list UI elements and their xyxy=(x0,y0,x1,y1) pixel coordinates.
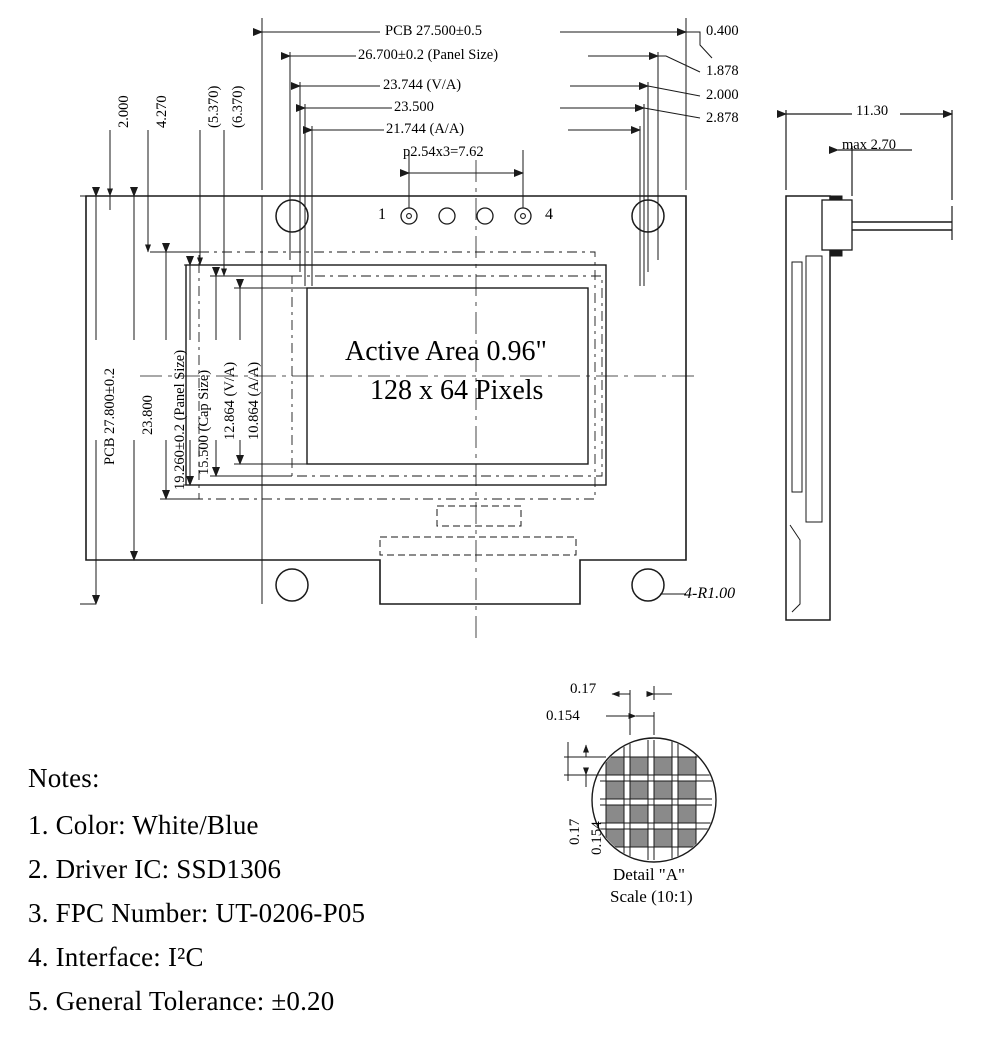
dim-left-4270: 4.270 xyxy=(154,95,170,128)
dim-aa-width: 21.744 (A/A) xyxy=(386,121,465,137)
note-item-3: 3. FPC Number: UT-0206-P05 xyxy=(28,898,366,928)
detail-dim-017-v: 0.17 xyxy=(567,818,583,845)
dim-right-2878: 2.878 xyxy=(706,110,739,126)
note-item-4: 4. Interface: I²C xyxy=(28,942,204,972)
notes-heading: Notes: xyxy=(28,763,100,793)
dim-left-5370: (5.370) xyxy=(206,85,222,128)
dim-right-2000: 2.000 xyxy=(706,87,739,103)
dim-panel-size-width: 26.700±0.2 (Panel Size) xyxy=(358,47,499,63)
detail-dim-0154-h: 0.154 xyxy=(546,708,580,724)
detail-a-view xyxy=(564,686,716,862)
dim-right-1878: 1.878 xyxy=(706,63,739,79)
left-dimension-lines xyxy=(80,130,307,604)
side-view xyxy=(786,110,952,620)
pin-label-first: 1 xyxy=(378,206,386,223)
dim-va-width: 23.744 (V/A) xyxy=(383,77,462,93)
dim-left-6370: (6.370) xyxy=(230,85,246,128)
note-item-1: 1. Color: White/Blue xyxy=(28,810,259,840)
dim-23800: 23.800 xyxy=(140,395,156,435)
dim-side-thickness: max 2.70 xyxy=(842,137,896,153)
dim-aa-height: 10.864 (A/A) xyxy=(246,361,262,440)
dim-pcb-height: PCB 27.800±0.2 xyxy=(102,368,118,465)
dim-right-0400: 0.400 xyxy=(706,23,739,39)
detail-dim-017-h: 0.17 xyxy=(570,681,597,697)
pin-label-last: 4 xyxy=(545,206,553,223)
dim-left-2000: 2.000 xyxy=(116,95,132,128)
dim-cap-size-height: 15.500 (Cap Size) xyxy=(196,369,212,475)
dim-pcb-width: PCB 27.500±0.5 xyxy=(385,23,482,39)
dim-side-width: 11.30 xyxy=(856,103,889,119)
dim-mount-width: 23.500 xyxy=(394,99,434,115)
detail-caption-line1: Detail "A" xyxy=(613,865,685,884)
dim-panel-size-height: 19.260±0.2 (Panel Size) xyxy=(172,349,188,490)
detail-caption-line2: Scale (10:1) xyxy=(610,887,693,906)
corner-radius-label: 4-R1.00 xyxy=(684,585,736,602)
dim-pin-pitch: p2.54x3=7.62 xyxy=(403,144,484,160)
dim-va-height: 12.864 (V/A) xyxy=(222,361,238,440)
note-item-2: 2. Driver IC: SSD1306 xyxy=(28,854,282,884)
active-area-line1: Active Area 0.96" xyxy=(345,336,547,367)
active-area-line2: 128 x 64 Pixels xyxy=(370,375,544,406)
detail-dim-0154-v: 0.154 xyxy=(589,821,605,855)
note-item-5: 5. General Tolerance: ±0.20 xyxy=(28,986,335,1016)
